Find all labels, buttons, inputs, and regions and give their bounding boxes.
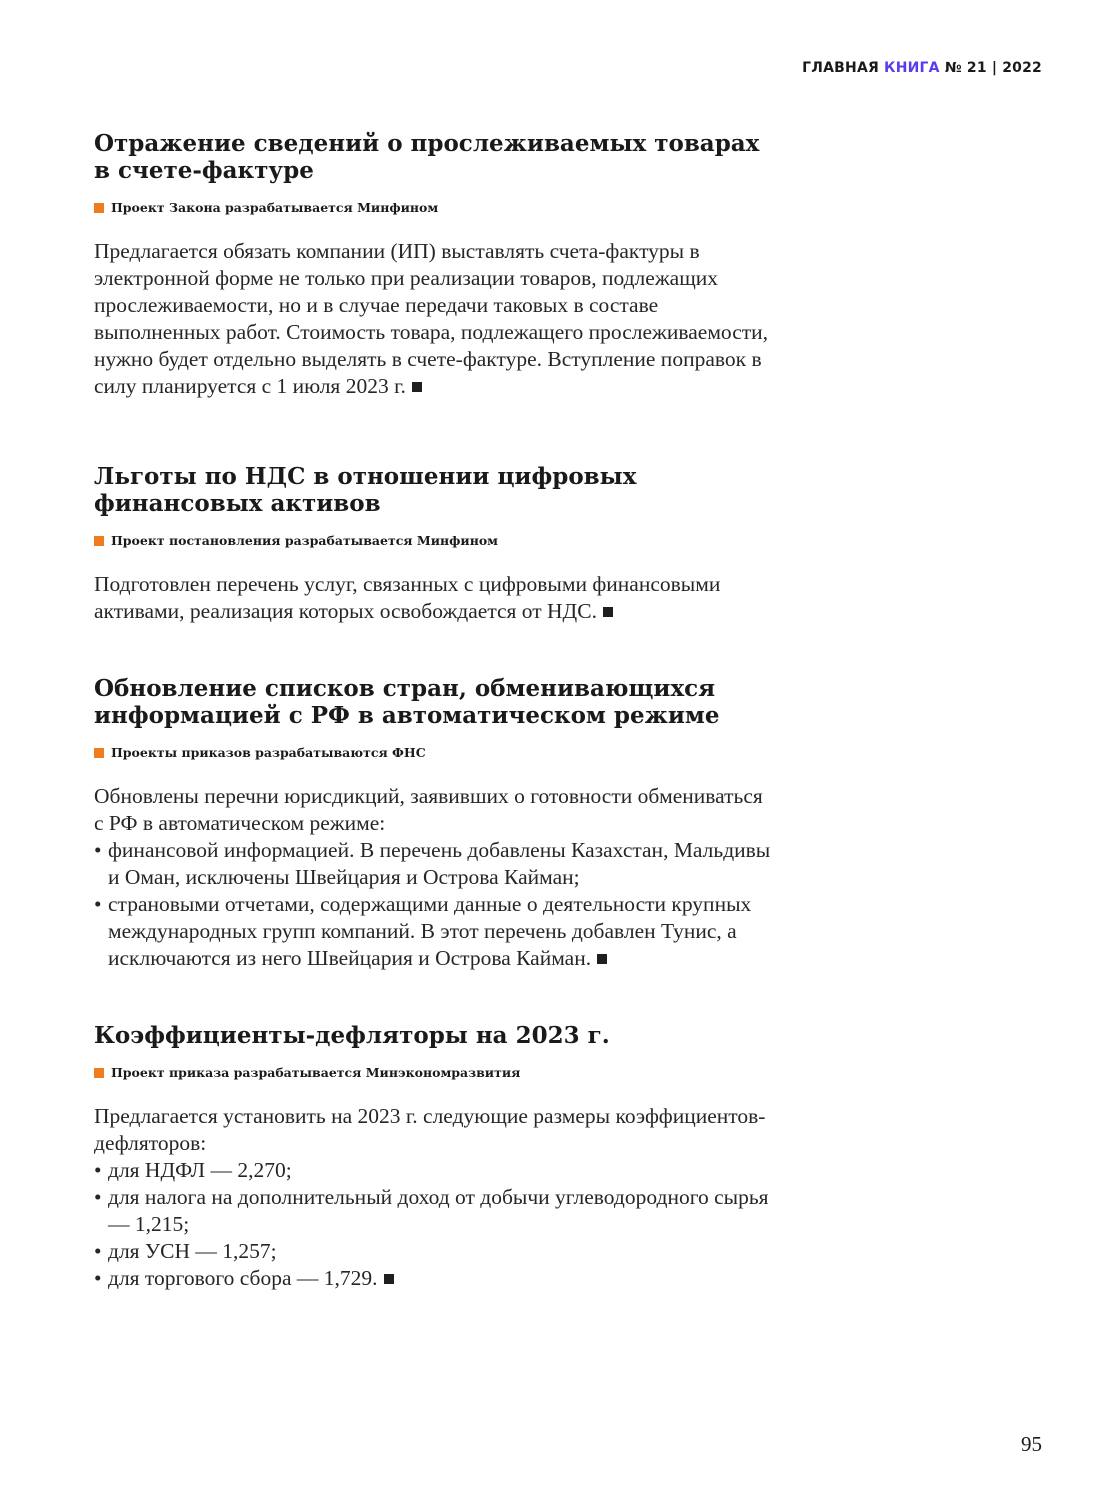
article-vat-benefits	[94, 463, 774, 625]
orange-square-icon	[94, 748, 104, 758]
status-text: Проект приказа разрабатывается Минэкономразвития	[111, 1065, 521, 1080]
status-text: Проекты приказов разрабатываются ФНС	[111, 745, 426, 760]
masthead	[802, 60, 1042, 76]
orange-square-icon	[94, 203, 104, 213]
article-body	[94, 1103, 774, 1292]
article-traceable-goods	[94, 130, 774, 400]
article-deflators	[94, 1022, 774, 1292]
article-status	[94, 745, 774, 761]
brand-accent: КНИГА	[884, 60, 940, 76]
status-text: Проект постановления разрабатывается Минфином	[111, 533, 499, 548]
article-title: Коэффициенты-дефляторы на 2023 г.	[94, 1022, 610, 1049]
list-item: • финансовой информацией. В перечень добавлены Казахстан, Мальдивы и Оман, исключены Швейцария и Острова Кайман;	[94, 837, 774, 891]
page-number: 95	[1021, 1432, 1042, 1456]
issue-number: № 21 | 2022	[944, 60, 1042, 76]
list-item: • для налога на дополнительный доход от добычи углеводородного сырья — 1,215;	[94, 1184, 774, 1238]
list-item: • для торгового сбора — 1,729.	[94, 1265, 774, 1292]
article-status	[94, 1065, 774, 1081]
article-title: Льготы по НДС в отношении цифровых финансовых активов	[94, 463, 637, 517]
list-item: • страновыми отчетами, содержащими данные о деятельности крупных международных групп компаний. В этот перечень добавлен Тунис, а исключаются из него Швейцария и Острова Кайман.	[94, 891, 774, 972]
paragraph: Предлагается обязать компании (ИП) выставлять счета-фактуры в электронной форме не только при реализации товаров, подлежащих прослеживаемости, но и в случае передачи таковых в составе выполненных работ. Стоимость товара, подлежащего прослеживаемости, нужно будет отдельно выделять в счете-фактуре. Вступление поправок в силу планируется с 1 июля 2023 г.	[94, 239, 769, 398]
article-title: Отражение сведений о прослеживаемых товарах в счете-фактуре	[94, 130, 760, 184]
end-mark-icon	[597, 954, 607, 964]
page-content	[94, 130, 774, 1292]
article-country-lists	[94, 675, 774, 972]
article-body	[94, 571, 774, 625]
end-mark-icon	[412, 382, 422, 392]
list-item: • для НДФЛ — 2,270;	[94, 1157, 774, 1184]
list-item: • для УСН — 1,257;	[94, 1238, 774, 1265]
status-text: Проект Закона разрабатывается Минфином	[111, 200, 439, 215]
article-status	[94, 533, 774, 549]
paragraph: Подготовлен перечень услуг, связанных с цифровыми финансовыми активами, реализация которых освобождается от НДС.	[94, 572, 721, 623]
article-body	[94, 783, 774, 972]
orange-square-icon	[94, 536, 104, 546]
end-mark-icon	[384, 1274, 394, 1284]
orange-square-icon	[94, 1068, 104, 1078]
paragraph: Обновлены перечни юрисдикций, заявивших о готовности обмениваться с РФ в автоматическом режиме:	[94, 784, 763, 835]
article-body	[94, 238, 774, 400]
bullet-list	[94, 1157, 774, 1292]
article-title: Обновление списков стран, обменивающихся информацией с РФ в автоматическом режиме	[94, 675, 720, 729]
bullet-list	[94, 837, 774, 972]
paragraph: Предлагается установить на 2023 г. следующие размеры коэффициентов-дефляторов:	[94, 1104, 766, 1155]
end-mark-icon	[603, 607, 613, 617]
brand-name: ГЛАВНАЯ	[802, 60, 879, 76]
article-status	[94, 200, 774, 216]
